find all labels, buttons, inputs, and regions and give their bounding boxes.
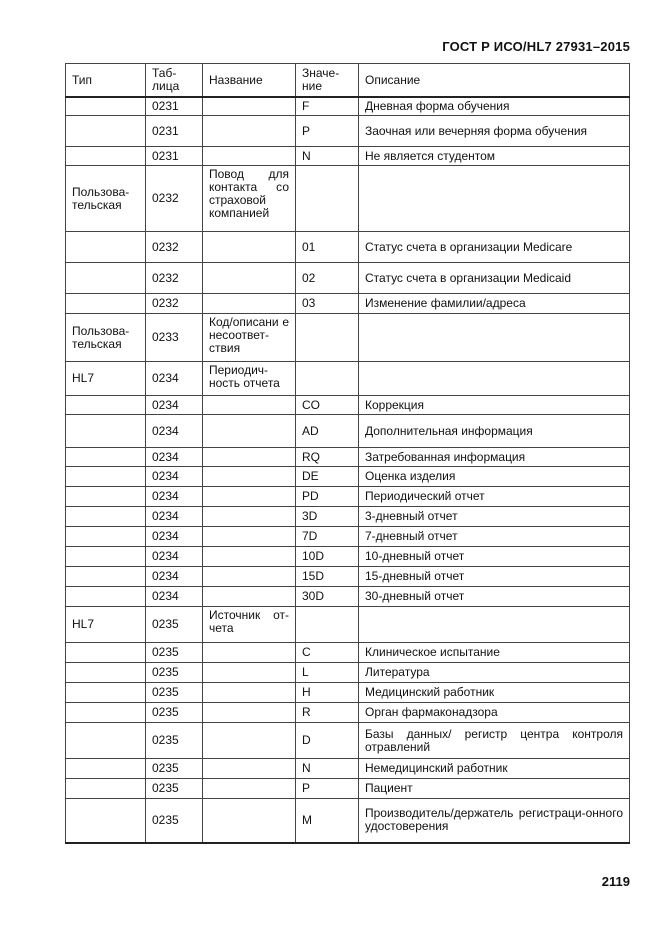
table-row — [66, 314, 630, 362]
cell-description: Коррекция — [359, 396, 630, 415]
cell-name: Источник от-чета — [203, 607, 296, 643]
cell-table: 0233 — [146, 314, 203, 362]
cell-type — [66, 547, 146, 567]
table-row — [66, 263, 630, 294]
cell-value: D — [296, 723, 359, 759]
cell-description: 10-дневный отчет — [359, 547, 630, 567]
cell-value: M — [296, 799, 359, 843]
cell-name — [203, 759, 296, 779]
cell-table: 0234 — [146, 567, 203, 587]
cell-name — [203, 507, 296, 527]
cell-table: 0235 — [146, 759, 203, 779]
cell-name — [203, 263, 296, 294]
table-row — [66, 507, 630, 527]
cell-name — [203, 527, 296, 547]
cell-type — [66, 683, 146, 703]
cell-name — [203, 415, 296, 448]
table-row — [66, 448, 630, 467]
cell-table: 0234 — [146, 362, 203, 396]
table-row — [66, 527, 630, 547]
cell-type — [66, 799, 146, 843]
table-row — [66, 683, 630, 703]
cell-description — [359, 166, 630, 232]
cell-description: Литература — [359, 663, 630, 683]
cell-table: 0234 — [146, 547, 203, 567]
cell-description: 30-дневный отчет — [359, 587, 630, 607]
cell-name — [203, 116, 296, 147]
cell-type — [66, 779, 146, 799]
table-row — [66, 587, 630, 607]
cell-value — [296, 314, 359, 362]
cell-value — [296, 362, 359, 396]
table-row — [66, 294, 630, 314]
table-row — [66, 567, 630, 587]
cell-value: P — [296, 779, 359, 799]
cell-type — [66, 263, 146, 294]
cell-type — [66, 703, 146, 723]
cell-table: 0234 — [146, 487, 203, 507]
cell-name — [203, 587, 296, 607]
cell-table: 0235 — [146, 683, 203, 703]
cell-value: C — [296, 643, 359, 663]
cell-description: 7-дневный отчет — [359, 527, 630, 547]
table-row — [66, 759, 630, 779]
cell-description: Статус счета в организации Medicaid — [359, 263, 630, 294]
cell-table: 0235 — [146, 779, 203, 799]
cell-type — [66, 587, 146, 607]
cell-name — [203, 663, 296, 683]
cell-table: 0235 — [146, 663, 203, 683]
cell-value: R — [296, 703, 359, 723]
cell-name — [203, 294, 296, 314]
cell-value: N — [296, 759, 359, 779]
cell-value: H — [296, 683, 359, 703]
table-header-row — [66, 64, 630, 98]
cell-table: 0232 — [146, 166, 203, 232]
cell-name — [203, 643, 296, 663]
cell-description: 3-дневный отчет — [359, 507, 630, 527]
table-row — [66, 607, 630, 643]
cell-type: Пользова- тельская — [66, 166, 146, 232]
cell-type — [66, 448, 146, 467]
table-row — [66, 232, 630, 263]
cell-name — [203, 567, 296, 587]
col-header-description: Описание — [359, 64, 630, 98]
cell-value: DE — [296, 467, 359, 487]
table-row — [66, 547, 630, 567]
table-row — [66, 703, 630, 723]
col-header-name: Название — [203, 64, 296, 98]
cell-description: Клиническое испытание — [359, 643, 630, 663]
cell-table: 0234 — [146, 527, 203, 547]
cell-value: 15D — [296, 567, 359, 587]
cell-value: L — [296, 663, 359, 683]
cell-table: 0232 — [146, 263, 203, 294]
cell-name: Периодич-ность отчета — [203, 362, 296, 396]
cell-description: Периодический отчет — [359, 487, 630, 507]
cell-value: PD — [296, 487, 359, 507]
table-row — [66, 799, 630, 843]
cell-name — [203, 448, 296, 467]
cell-name — [203, 97, 296, 116]
cell-type — [66, 663, 146, 683]
cell-name: Повод для контакта со страховой компанией — [203, 166, 296, 232]
cell-description: Базы данных/ регистр центра контроля отравлений — [359, 723, 630, 759]
cell-type — [66, 232, 146, 263]
cell-type: Пользова- тельская — [66, 314, 146, 362]
cell-value: AD — [296, 415, 359, 448]
table-row — [66, 487, 630, 507]
cell-value: CO — [296, 396, 359, 415]
cell-description — [359, 607, 630, 643]
cell-table: 0234 — [146, 467, 203, 487]
cell-type — [66, 97, 146, 116]
col-header-value: Значе- ние — [296, 64, 359, 98]
cell-type — [66, 723, 146, 759]
table-row — [66, 97, 630, 116]
cell-value: F — [296, 97, 359, 116]
cell-value: 30D — [296, 587, 359, 607]
table-row — [66, 362, 630, 396]
cell-name — [203, 703, 296, 723]
cell-description: Изменение фамилии/адреса — [359, 294, 630, 314]
cell-name — [203, 396, 296, 415]
cell-name — [203, 467, 296, 487]
cell-table: 0231 — [146, 116, 203, 147]
cell-table: 0231 — [146, 97, 203, 116]
table-row — [66, 166, 630, 232]
cell-table: 0235 — [146, 643, 203, 663]
cell-description: Затребованная информация — [359, 448, 630, 467]
cell-description: Заочная или вечерняя форма обучения — [359, 116, 630, 147]
col-header-table: Таб- лица — [146, 64, 203, 98]
cell-type — [66, 487, 146, 507]
cell-description: Немедицинский работник — [359, 759, 630, 779]
cell-value — [296, 607, 359, 643]
cell-description: Медицинский работник — [359, 683, 630, 703]
cell-name: Код/описани е несоответ-ствия — [203, 314, 296, 362]
cell-table: 0234 — [146, 448, 203, 467]
cell-value: P — [296, 116, 359, 147]
cell-description: Производитель/держатель регистраци-онного удостоверения — [359, 799, 630, 843]
cell-type — [66, 147, 146, 166]
cell-table: 0232 — [146, 294, 203, 314]
cell-type — [66, 396, 146, 415]
table-row — [66, 643, 630, 663]
table-body — [66, 97, 630, 843]
cell-name — [203, 232, 296, 263]
cell-table: 0234 — [146, 415, 203, 448]
cell-type — [66, 643, 146, 663]
cell-table: 0235 — [146, 723, 203, 759]
cell-description: Оценка изделия — [359, 467, 630, 487]
cell-name — [203, 683, 296, 703]
cell-type — [66, 507, 146, 527]
cell-value: 7D — [296, 527, 359, 547]
cell-value: 10D — [296, 547, 359, 567]
cell-name — [203, 723, 296, 759]
cell-table: 0235 — [146, 703, 203, 723]
cell-type — [66, 467, 146, 487]
cell-type: HL7 — [66, 607, 146, 643]
cell-type: HL7 — [66, 362, 146, 396]
cell-value: 02 — [296, 263, 359, 294]
cell-table: 0235 — [146, 799, 203, 843]
cell-name — [203, 779, 296, 799]
cell-name — [203, 799, 296, 843]
table-row — [66, 415, 630, 448]
cell-table: 0234 — [146, 507, 203, 527]
cell-description — [359, 314, 630, 362]
cell-description: Не является студентом — [359, 147, 630, 166]
col-header-type: Тип — [66, 64, 146, 98]
cell-value — [296, 166, 359, 232]
cell-value: RQ — [296, 448, 359, 467]
cell-value: 03 — [296, 294, 359, 314]
code-table — [65, 63, 630, 844]
cell-name — [203, 147, 296, 166]
cell-table: 0232 — [146, 232, 203, 263]
cell-value: 3D — [296, 507, 359, 527]
cell-description: Пациент — [359, 779, 630, 799]
cell-type — [66, 415, 146, 448]
cell-value: N — [296, 147, 359, 166]
cell-description: Орган фармаконадзора — [359, 703, 630, 723]
cell-description: Дополнительная информация — [359, 415, 630, 448]
cell-description: Статус счета в организации Medicare — [359, 232, 630, 263]
table-row — [66, 779, 630, 799]
cell-type — [66, 294, 146, 314]
cell-type — [66, 759, 146, 779]
document-header: ГОСТ Р ИСО/HL7 27931–2015 — [442, 39, 630, 54]
cell-table: 0234 — [146, 587, 203, 607]
cell-value: 01 — [296, 232, 359, 263]
cell-table: 0231 — [146, 147, 203, 166]
cell-description — [359, 362, 630, 396]
table-row — [66, 116, 630, 147]
cell-name — [203, 547, 296, 567]
table-row — [66, 663, 630, 683]
table-row — [66, 147, 630, 166]
cell-description: 15-дневный отчет — [359, 567, 630, 587]
table-row — [66, 467, 630, 487]
page-number: 2119 — [601, 874, 630, 889]
table-row — [66, 723, 630, 759]
cell-description: Дневная форма обучения — [359, 97, 630, 116]
cell-name — [203, 487, 296, 507]
cell-type — [66, 116, 146, 147]
cell-table: 0234 — [146, 396, 203, 415]
table-row — [66, 396, 630, 415]
cell-table: 0235 — [146, 607, 203, 643]
cell-type — [66, 527, 146, 547]
cell-type — [66, 567, 146, 587]
